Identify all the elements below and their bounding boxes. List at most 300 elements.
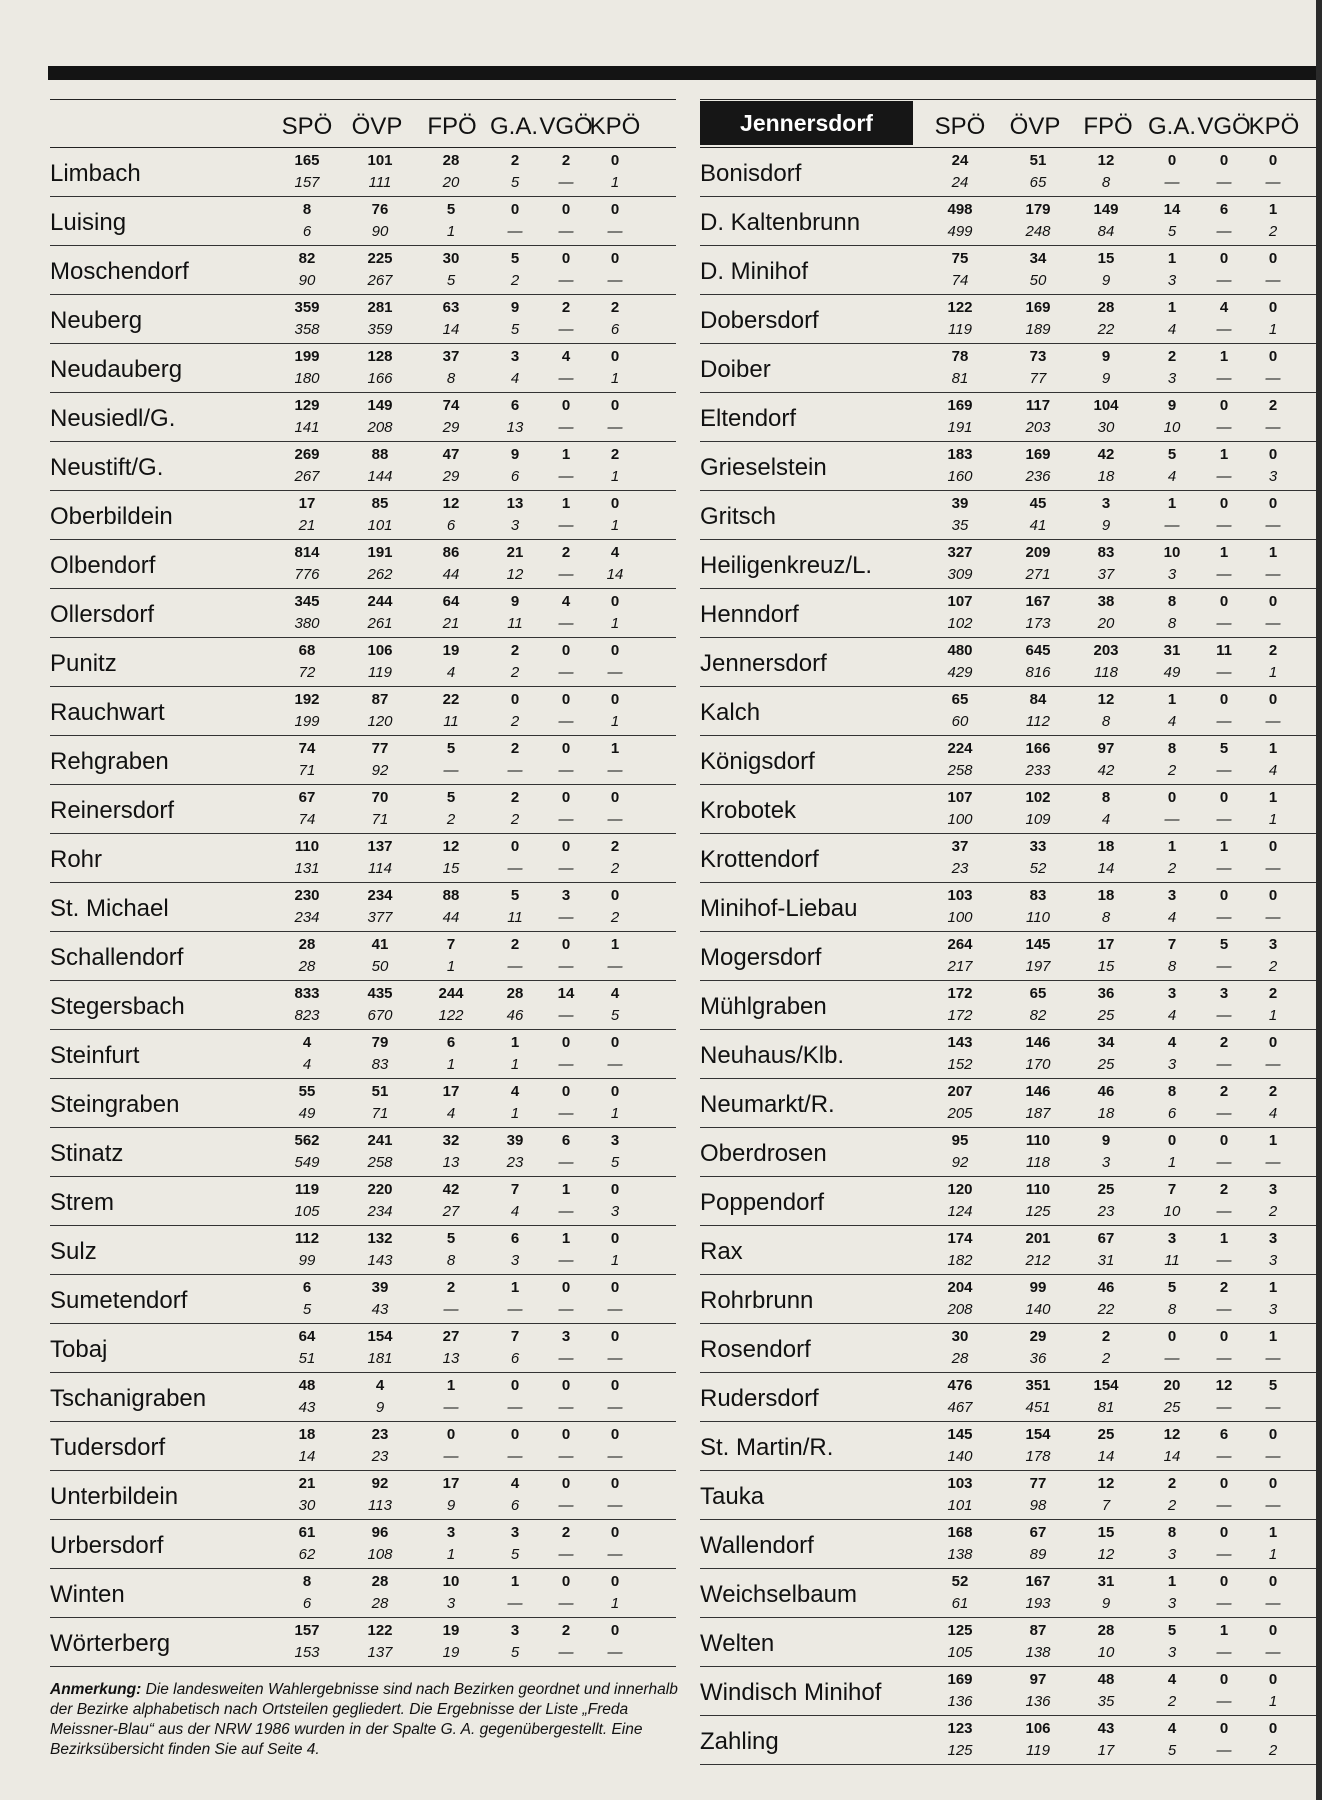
result-1983: 5: [446, 272, 456, 289]
result-1983: —: [1216, 419, 1232, 436]
result-1986: 2: [1268, 985, 1278, 1002]
result-1983: 178: [1025, 1448, 1051, 1465]
result-1983: —: [607, 811, 623, 828]
result-1983: —: [1265, 909, 1281, 926]
result-1986: 3: [1167, 887, 1177, 904]
result-1986: 4: [610, 985, 620, 1002]
result-1983: 234: [294, 909, 320, 926]
result-1983: 29: [442, 419, 460, 436]
result-1983: 111: [368, 174, 392, 191]
result-1983: 2: [1167, 1693, 1177, 1710]
result-1983: 136: [947, 1693, 973, 1710]
result-1986: 833: [294, 985, 320, 1002]
result-1983: —: [1216, 517, 1232, 534]
note-label: Anmerkung:: [50, 1681, 142, 1698]
place-name: Neuhaus/Klb.: [700, 1042, 845, 1069]
result-1986: 183: [947, 446, 973, 463]
result-1986: 2: [510, 740, 520, 757]
result-1986: 169: [947, 397, 973, 414]
table-row: [50, 540, 676, 589]
result-1983: 43: [298, 1399, 316, 1416]
result-1986: 1: [1268, 789, 1278, 806]
result-1983: —: [1216, 223, 1232, 240]
result-1983: 11: [507, 615, 523, 632]
result-1986: 8: [1101, 789, 1111, 806]
result-1983: 21: [298, 517, 316, 534]
table-row: [700, 785, 1316, 834]
result-1986: 28: [442, 152, 460, 169]
place-name: Neuberg: [50, 307, 143, 334]
result-1986: 199: [294, 348, 320, 365]
result-1983: —: [607, 419, 623, 436]
result-1983: 30: [1097, 419, 1115, 436]
result-1983: 3: [1101, 1154, 1111, 1171]
result-1986: 101: [367, 152, 393, 169]
result-1986: 41: [371, 936, 389, 953]
result-1986: 0: [1219, 1671, 1229, 1688]
table-row: [50, 981, 676, 1030]
result-1986: 145: [1025, 936, 1051, 953]
result-1983: 5: [510, 1644, 520, 1661]
page-edge: [1316, 0, 1322, 1800]
result-1986: 0: [1268, 152, 1278, 169]
result-1983: 181: [367, 1350, 393, 1367]
right-results-table: [700, 99, 1316, 1765]
table-row: [50, 834, 676, 883]
header-ovp: ÖVP: [351, 113, 403, 140]
result-1983: —: [1216, 468, 1232, 485]
table-row: [700, 442, 1316, 491]
result-1986: 122: [947, 299, 973, 316]
result-1986: 1: [1268, 740, 1278, 757]
result-1983: 1: [610, 1595, 620, 1612]
result-1983: 137: [367, 1644, 393, 1661]
result-1986: 8: [302, 201, 312, 218]
result-1983: 74: [951, 272, 969, 289]
result-1983: 51: [298, 1350, 316, 1367]
result-1986: 1: [446, 1377, 456, 1394]
result-1983: 110: [1026, 909, 1050, 926]
result-1986: 76: [371, 201, 389, 218]
result-1983: —: [558, 174, 574, 191]
result-1986: 2: [1268, 642, 1278, 659]
result-1983: 6: [302, 1595, 312, 1612]
result-1983: —: [558, 1595, 574, 1612]
result-1983: 199: [294, 713, 320, 730]
result-1986: 0: [1219, 1132, 1229, 1149]
result-1983: 72: [298, 664, 316, 681]
result-1983: —: [1216, 1203, 1232, 1220]
result-1986: 157: [294, 1622, 320, 1639]
result-1983: 125: [947, 1742, 973, 1759]
result-1983: 3: [1167, 1595, 1177, 1612]
result-1986: 78: [951, 348, 969, 365]
result-1983: 4: [446, 664, 456, 681]
result-1983: —: [1265, 419, 1281, 436]
result-1983: 98: [1029, 1497, 1047, 1514]
result-1983: 193: [1025, 1595, 1051, 1612]
result-1986: 2: [1219, 1279, 1229, 1296]
result-1986: 0: [510, 1377, 520, 1394]
result-1986: 2: [510, 789, 520, 806]
place-name: D. Minihof: [700, 258, 809, 285]
result-1983: 8: [446, 370, 456, 387]
result-1983: 9: [446, 1497, 456, 1514]
result-1983: 1: [1268, 664, 1278, 681]
result-1983: 119: [948, 321, 972, 338]
result-1983: 10: [1163, 419, 1181, 436]
result-1986: 4: [302, 1034, 312, 1051]
result-1986: 0: [610, 1279, 620, 1296]
result-1983: —: [1265, 713, 1281, 730]
result-1983: —: [507, 762, 523, 779]
result-1986: 28: [371, 1573, 389, 1590]
result-1983: 3: [510, 1252, 520, 1269]
result-1983: 187: [1025, 1105, 1051, 1122]
result-1986: 174: [947, 1230, 973, 1247]
result-1986: 0: [610, 1573, 620, 1590]
result-1986: 12: [442, 495, 460, 512]
result-1986: 51: [371, 1083, 389, 1100]
result-1986: 0: [1268, 887, 1278, 904]
result-1983: 182: [947, 1252, 973, 1269]
result-1983: 101: [947, 1497, 973, 1514]
district-title: Jennersdorf: [700, 101, 913, 145]
result-1983: 15: [442, 860, 460, 877]
result-1983: —: [558, 468, 574, 485]
result-1986: 12: [1097, 691, 1115, 708]
result-1983: 9: [1101, 370, 1111, 387]
result-1986: 0: [610, 1328, 620, 1345]
result-1986: 4: [561, 348, 571, 365]
result-1983: 138: [947, 1546, 973, 1563]
result-1986: 1: [1167, 1573, 1177, 1590]
result-1983: 5: [610, 1154, 620, 1171]
result-1986: 129: [294, 397, 320, 414]
result-1983: —: [507, 223, 523, 240]
result-1983: 10: [1163, 1203, 1181, 1220]
result-1983: 377: [367, 909, 393, 926]
result-1986: 5: [1219, 740, 1229, 757]
result-1983: 3: [1268, 1252, 1278, 1269]
table-row: [50, 1128, 676, 1177]
result-1983: 8: [446, 1252, 456, 1269]
result-1986: 0: [561, 1279, 571, 1296]
result-1986: 3: [510, 1524, 520, 1541]
table-row: [50, 1422, 676, 1471]
result-1986: 5: [446, 201, 456, 218]
result-1983: —: [1265, 1056, 1281, 1073]
table-row: [700, 246, 1316, 295]
result-1986: 88: [371, 446, 389, 463]
result-1983: 1: [1167, 1154, 1177, 1171]
result-1983: 467: [947, 1399, 973, 1416]
place-name: Bonisdorf: [700, 160, 802, 187]
result-1986: 83: [1097, 544, 1115, 561]
result-1986: 0: [1219, 1720, 1229, 1737]
result-1986: 22: [442, 691, 460, 708]
result-1983: 71: [298, 762, 316, 779]
result-1986: 46: [1097, 1083, 1115, 1100]
place-name: Tudersdorf: [50, 1434, 166, 1461]
result-1983: 816: [1025, 664, 1051, 681]
result-1983: 1: [1268, 811, 1278, 828]
result-1983: —: [1216, 1497, 1232, 1514]
result-1986: 2: [1268, 1083, 1278, 1100]
result-1983: —: [558, 1399, 574, 1416]
result-1986: 480: [947, 642, 973, 659]
place-name: Rax: [700, 1238, 743, 1265]
place-name: D. Kaltenbrunn: [700, 209, 861, 236]
table-row: [50, 785, 676, 834]
result-1983: 27: [442, 1203, 460, 1220]
result-1983: 35: [1097, 1693, 1115, 1710]
place-name: Henndorf: [700, 601, 799, 628]
result-1983: —: [558, 958, 574, 975]
result-1986: 3: [561, 887, 571, 904]
result-1983: 267: [367, 272, 393, 289]
result-1986: 9: [1101, 348, 1111, 365]
result-1983: 120: [367, 713, 393, 730]
place-name: Steinfurt: [50, 1042, 140, 1069]
place-name: Mogersdorf: [700, 944, 822, 971]
result-1983: 3: [1167, 566, 1177, 583]
result-1986: 5: [510, 887, 520, 904]
result-1983: 208: [367, 419, 393, 436]
result-1986: 172: [947, 985, 973, 1002]
result-1983: —: [1265, 517, 1281, 534]
place-name: Krottendorf: [700, 846, 819, 873]
result-1986: 0: [1268, 446, 1278, 463]
result-1983: 271: [1025, 566, 1051, 583]
result-1983: 13: [506, 419, 524, 436]
result-1983: 92: [951, 1154, 969, 1171]
right-table-header: [700, 99, 1316, 148]
result-1983: —: [558, 1301, 574, 1318]
result-1983: 261: [367, 615, 393, 632]
header-fpo: FPÖ: [1083, 113, 1133, 140]
result-1986: 3: [510, 1622, 520, 1639]
result-1986: 27: [442, 1328, 460, 1345]
result-1983: 124: [947, 1203, 973, 1220]
result-1986: 435: [367, 985, 393, 1002]
result-1983: 4: [1167, 468, 1177, 485]
result-1983: 1: [446, 958, 456, 975]
result-1983: 4: [1167, 321, 1177, 338]
result-1986: 1: [510, 1034, 520, 1051]
result-1986: 0: [610, 887, 620, 904]
result-1986: 0: [561, 1573, 571, 1590]
result-1986: 0: [561, 1083, 571, 1100]
result-1986: 34: [1029, 250, 1047, 267]
result-1986: 0: [610, 495, 620, 512]
place-name: Jennersdorf: [700, 650, 827, 677]
place-name: St. Michael: [50, 895, 169, 922]
result-1983: 77: [1029, 370, 1047, 387]
table-row: [700, 1422, 1316, 1471]
place-name: Steingraben: [50, 1091, 180, 1118]
result-1983: 153: [294, 1644, 320, 1661]
result-1983: 4: [1167, 713, 1177, 730]
result-1983: 359: [367, 321, 393, 338]
result-1986: 0: [561, 1475, 571, 1492]
result-1983: —: [1216, 860, 1232, 877]
place-name: Tauka: [700, 1483, 765, 1510]
result-1983: —: [607, 664, 623, 681]
place-name: Sulz: [50, 1238, 97, 1265]
result-1983: 1: [610, 468, 620, 485]
table-row: [700, 1373, 1316, 1422]
result-1983: 22: [1097, 1301, 1115, 1318]
table-row: [700, 1177, 1316, 1226]
result-1983: 234: [367, 1203, 393, 1220]
result-1983: 114: [368, 860, 392, 877]
result-1983: —: [607, 1056, 623, 1073]
result-1983: —: [558, 811, 574, 828]
result-1983: 44: [442, 566, 460, 583]
table-row: [50, 1275, 676, 1324]
result-1983: 309: [947, 566, 973, 583]
place-name: Rudersdorf: [700, 1385, 819, 1412]
result-1983: —: [1216, 1595, 1232, 1612]
result-1983: 118: [1026, 1154, 1050, 1171]
result-1986: 3: [1268, 936, 1278, 953]
result-1983: 1: [1268, 1546, 1278, 1563]
result-1986: 51: [1029, 152, 1047, 169]
result-1986: 562: [294, 1132, 320, 1149]
result-1986: 65: [1029, 985, 1047, 1002]
result-1986: 18: [298, 1426, 316, 1443]
result-1986: 5: [1219, 936, 1229, 953]
result-1986: 74: [298, 740, 316, 757]
result-1983: —: [1164, 174, 1180, 191]
result-1986: 0: [610, 789, 620, 806]
result-1986: 0: [561, 936, 571, 953]
result-1986: 2: [1268, 397, 1278, 414]
result-1986: 9: [1167, 397, 1177, 414]
result-1983: —: [1216, 1644, 1232, 1661]
table-row: [50, 393, 676, 442]
place-name: Rohr: [50, 846, 103, 873]
result-1983: —: [1164, 517, 1180, 534]
result-1983: —: [1164, 811, 1180, 828]
result-1983: —: [607, 1497, 623, 1514]
result-1986: 1: [1268, 1279, 1278, 1296]
result-1983: 3: [1268, 468, 1278, 485]
result-1986: 75: [951, 250, 969, 267]
result-1986: 33: [1029, 838, 1047, 855]
result-1986: 0: [610, 348, 620, 365]
place-name: Urbersdorf: [50, 1532, 164, 1559]
result-1986: 0: [561, 1034, 571, 1051]
right-rows: [700, 148, 1316, 1765]
result-1986: 18: [1097, 838, 1115, 855]
result-1986: 166: [1025, 740, 1051, 757]
result-1986: 0: [561, 201, 571, 218]
result-1986: 83: [1029, 887, 1047, 904]
result-1986: 6: [446, 1034, 456, 1051]
result-1983: —: [1265, 1350, 1281, 1367]
result-1986: 1: [1268, 544, 1278, 561]
result-1983: 28: [371, 1595, 389, 1612]
result-1983: 90: [298, 272, 316, 289]
result-1983: 28: [951, 1350, 969, 1367]
result-1983: —: [1265, 615, 1281, 632]
place-name: Ollersdorf: [50, 601, 155, 628]
result-1983: —: [507, 958, 523, 975]
result-1983: 112: [1026, 713, 1050, 730]
result-1983: 9: [375, 1399, 385, 1416]
result-1983: —: [558, 321, 574, 338]
result-1983: 20: [1097, 615, 1115, 632]
header-ga: G.A.: [1147, 113, 1196, 140]
result-1983: 1: [610, 517, 620, 534]
header-vgo: VGÖ: [1197, 113, 1251, 140]
result-1983: —: [558, 1497, 574, 1514]
result-1983: 43: [371, 1301, 389, 1318]
table-row: [50, 344, 676, 393]
result-1983: 823: [294, 1007, 320, 1024]
result-1986: 28: [506, 985, 524, 1002]
result-1983: 136: [1025, 1693, 1051, 1710]
result-1986: 0: [1268, 1426, 1278, 1443]
result-1983: 4: [510, 370, 520, 387]
result-1986: 67: [1029, 1524, 1047, 1541]
result-1986: 0: [1268, 250, 1278, 267]
place-name: Luising: [50, 209, 127, 236]
result-1986: 61: [298, 1524, 316, 1541]
result-1983: 12: [506, 566, 524, 583]
table-row: [50, 736, 676, 785]
result-1983: 6: [610, 321, 620, 338]
result-1986: 0: [510, 838, 520, 855]
result-1983: —: [443, 1448, 459, 1465]
result-1983: 1: [1268, 1693, 1278, 1710]
result-1983: —: [1164, 1350, 1180, 1367]
result-1986: 0: [1268, 1475, 1278, 1492]
result-1986: 4: [561, 593, 571, 610]
result-1986: 3: [1219, 985, 1229, 1002]
result-1986: 82: [298, 250, 316, 267]
result-1983: —: [607, 223, 623, 240]
result-1983: 172: [947, 1007, 973, 1024]
result-1986: 9: [510, 593, 520, 610]
result-1983: 4: [510, 1203, 520, 1220]
result-1986: 5: [1167, 446, 1177, 463]
result-1983: —: [1216, 1301, 1232, 1318]
result-1983: —: [607, 1448, 623, 1465]
result-1986: 149: [367, 397, 393, 414]
result-1983: 4: [1268, 762, 1278, 779]
result-1986: 43: [1097, 1720, 1115, 1737]
table-row: [700, 295, 1316, 344]
result-1986: 70: [371, 789, 389, 806]
result-1986: 2: [561, 1524, 571, 1541]
result-1986: 0: [610, 1034, 620, 1051]
result-1983: —: [1265, 1399, 1281, 1416]
result-1986: 0: [610, 201, 620, 218]
place-name: Reinersdorf: [50, 797, 175, 824]
result-1986: 2: [1101, 1328, 1111, 1345]
table-row: [50, 687, 676, 736]
result-1983: 2: [510, 664, 520, 681]
result-1986: 21: [298, 1475, 316, 1492]
table-row: [50, 638, 676, 687]
result-1986: 132: [367, 1230, 393, 1247]
result-1983: 267: [294, 468, 320, 485]
table-row: [50, 148, 676, 197]
table-row: [50, 1030, 676, 1079]
